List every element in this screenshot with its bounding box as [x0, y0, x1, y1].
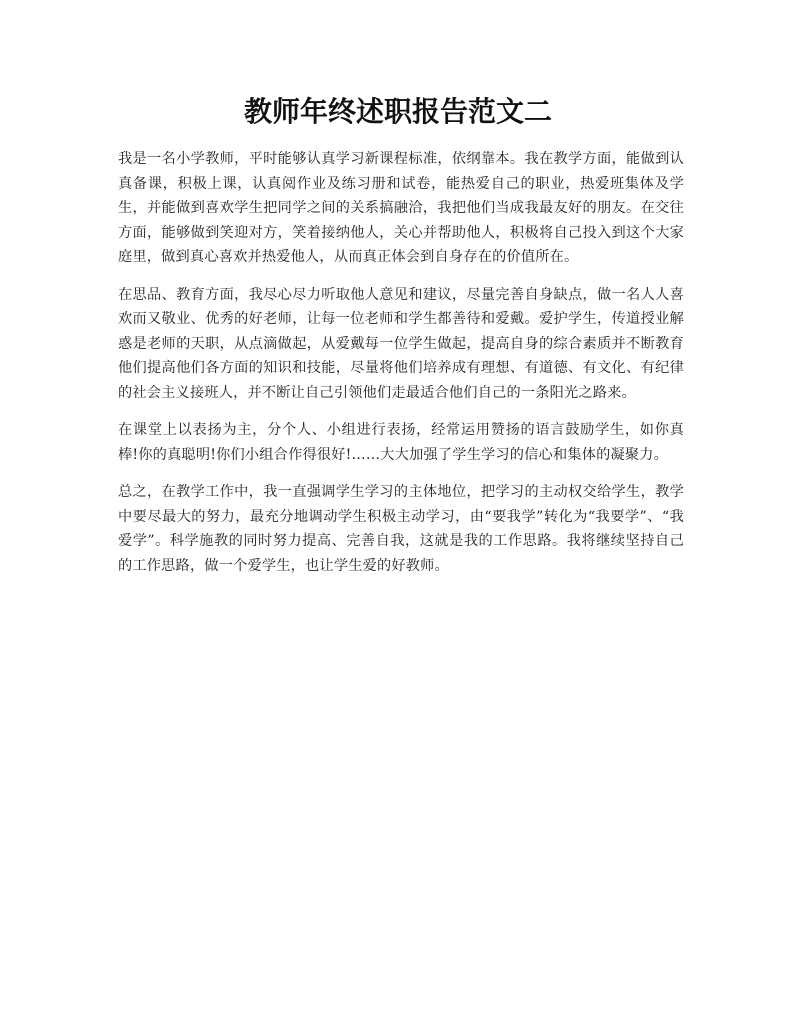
- paragraph-2: 在思品、教育方面，我尽心尽力听取他人意见和建议，尽量完善自身缺点，做一名人人喜欢而又敬业、优秀的好老师，让每一位老师和学生都善待和爱戴。爱护学生，传道授业解惑是老师的天职，从点滴做起，从爱戴每一位学生做起，提高自身的综合素质并不断教育他们提高他们各方面的知识和技能，尽量将他们培养成有理想、有道德、有文化、有纪律的社会主义接班人，并不断让自己引领他们走最适合他们自己的一条阳光之路来。: [118, 286, 684, 401]
- paragraph-1: 我是一名小学教师，平时能够认真学习新课程标准，依纲靠本。我在教学方面，能做到认真备课，积极上课，认真阅作业及练习册和试卷，能热爱自己的职业，热爱班集体及学生，并能做到喜欢学生把同学之间的关系搞融洽，我把他们当成我最友好的朋友。在交往方面，能够做到笑迎对方，笑着接纳他人，关心并帮助他人，积极将自己投入到这个大家庭里，做到真心喜欢并热爱他人，从而真正体会到自身存在的价值所在。: [118, 151, 684, 265]
- document-body: [118, 147, 684, 591]
- paragraph-4: 总之，在教学工作中，我一直强调学生学习的主体地位，把学习的主动权交给学生，教学中要尽最大的努力，最充分地调动学生积极主动学习，由“要我学”转化为“我要学”、“我爱学”。科学施教的同时努力提高、完善自我，这就是我的工作思路。我将继续坚持自己的工作思路，做一个爱学生，也让学生爱的好教师。: [118, 484, 684, 574]
- paragraph-3: 在课堂上以表扬为主，分个人、小组进行表扬，经常运用赞扬的语言鼓励学生，如你真棒!你的真聪明!你们小组合作得很好!……大大加强了学生学习的信心和集体的凝聚力。: [118, 422, 684, 463]
- document-title: 教师年终述职报告范文二: [243, 95, 552, 128]
